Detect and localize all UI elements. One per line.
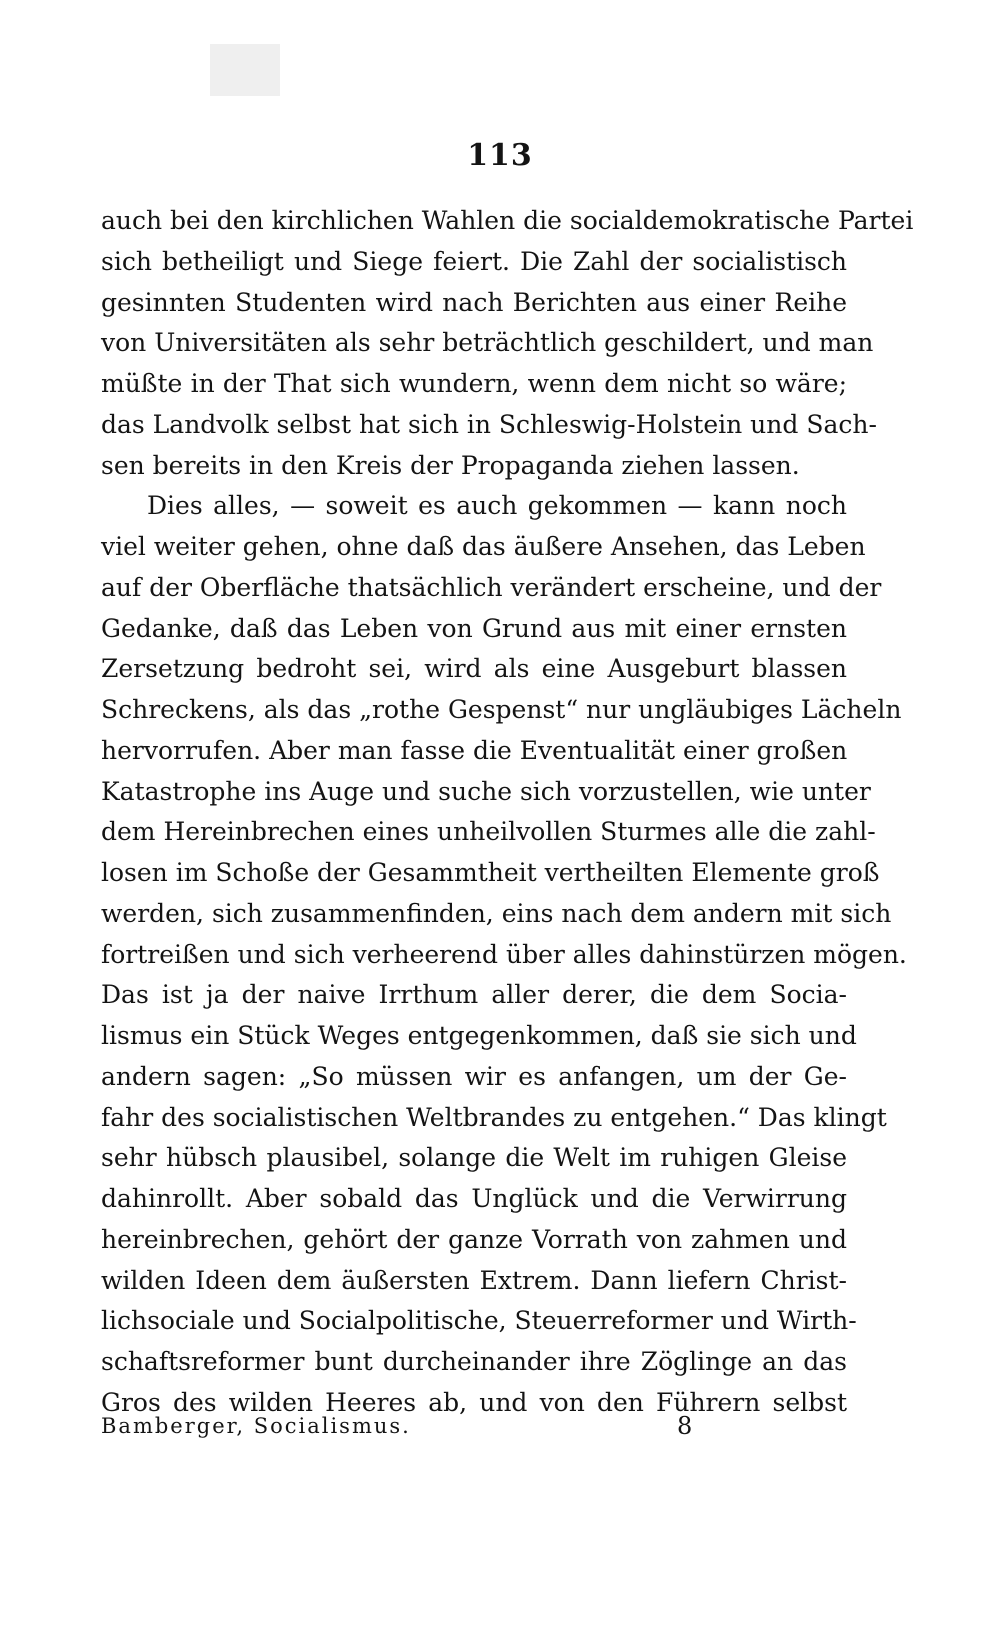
signature-mark: Bamberger, Socialismus.: [101, 1414, 411, 1438]
text-line: lichsociale und Socialpolitische, Steuerreformer und Wirth-: [101, 1306, 857, 1336]
page-number: 113: [467, 138, 533, 173]
page-footer: [101, 1411, 701, 1441]
text-line: Katastrophe ins Auge und suche sich vorzustellen, wie unter: [101, 776, 871, 806]
text-line: gesinnten Studenten wird nach Berichten aus einer Reihe: [101, 287, 847, 317]
text-line: Dies alles, — soweit es auch gekommen — kann noch: [147, 491, 847, 521]
text-line: sehr hübsch plausibel, solange die Welt im ruhigen Gleise: [101, 1143, 847, 1173]
text-line: andern sagen: „So müssen wir es anfangen, um der Ge-: [101, 1061, 847, 1091]
text-line: von Universitäten als sehr beträchtlich geschildert, und man: [101, 328, 874, 358]
text-line: hereinbrechen, gehört der ganze Vorrath von zahmen und: [101, 1224, 847, 1254]
text-line: müßte in der That sich wundern, wenn dem nicht so wäre;: [101, 369, 847, 398]
text-line: das Landvolk selbst hat sich in Schleswig-Holstein und Sach-: [101, 409, 877, 439]
text-line: Schreckens, als das „rothe Gespenst“ nur ungläubiges Lächeln: [101, 695, 902, 724]
text-line: Gros des wilden Heeres ab, und von den Führern selbst: [101, 1387, 847, 1417]
text-line: wilden Ideen dem äußersten Extrem. Dann liefern Christ-: [101, 1265, 847, 1295]
sheet-number: 8: [677, 1412, 693, 1440]
text-line: viel weiter gehen, ohne daß das äußere Ansehen, das Leben: [101, 532, 866, 561]
text-line: lismus ein Stück Weges entgegenkommen, daß sie sich und: [101, 1021, 857, 1050]
text-line: dahinrollt. Aber sobald das Unglück und die Verwirrung: [101, 1184, 847, 1213]
text-line: auch bei den kirchlichen Wahlen die socialdemokratische Partei: [101, 206, 914, 235]
text-line: fortreißen und sich verheerend über alles dahinstürzen mögen.: [101, 939, 907, 969]
body-text: [101, 201, 914, 1424]
text-line: dem Hereinbrechen eines unheilvollen Sturmes alle die zahl-: [101, 817, 876, 847]
text-line: werden, sich zusammenfinden, eins nach dem andern mit sich: [101, 898, 892, 928]
scan-smudge: [210, 44, 280, 96]
text-line: Gedanke, daß das Leben von Grund aus mit einer ernsten: [101, 613, 847, 643]
text-line: Das ist ja der naive Irrthum aller derer, die dem Socia-: [101, 980, 847, 1010]
text-line: losen im Schoße der Gesammtheit vertheilten Elemente groß: [101, 858, 880, 887]
text-line: hervorrufen. Aber man fasse die Eventualität einer großen: [101, 735, 848, 765]
text-line: Zersetzung bedroht sei, wird als eine Ausgeburt blassen: [101, 654, 847, 684]
text-line: schaftsreformer bunt durcheinander ihre Zöglinge an das: [101, 1347, 847, 1376]
text-line: sen bereits in den Kreis der Propaganda ziehen lassen.: [101, 450, 800, 480]
text-line: auf der Oberfläche thatsächlich verändert erscheine, und der: [101, 572, 882, 602]
text-line: sich betheiligt und Siege feiert. Die Zahl der socialistisch: [101, 246, 847, 276]
text-line: fahr des socialistischen Weltbrandes zu entgehen.“ Das klingt: [101, 1102, 887, 1132]
